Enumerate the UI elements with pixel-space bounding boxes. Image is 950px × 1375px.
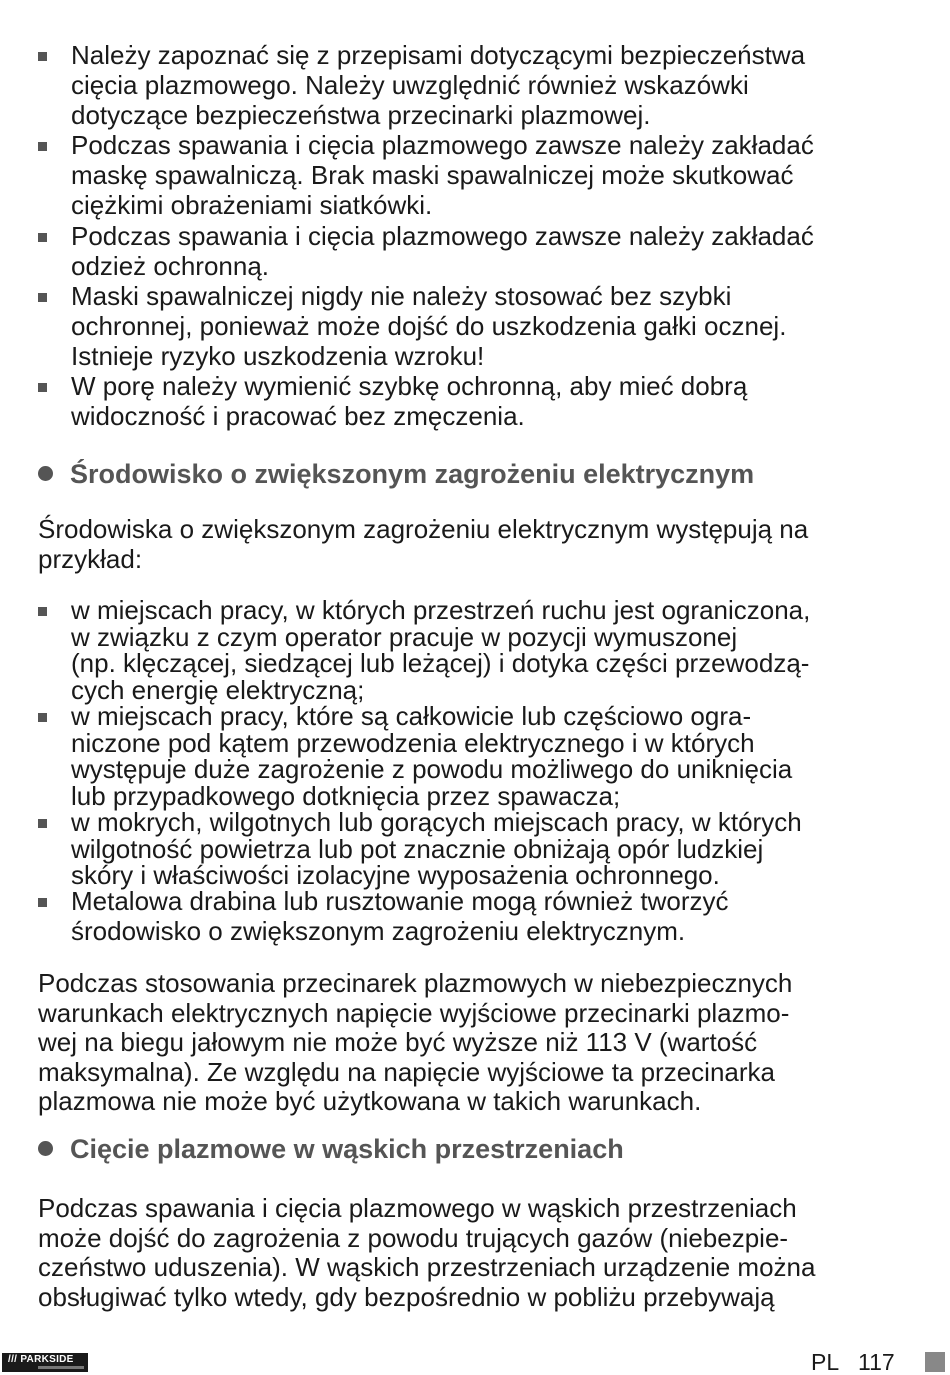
square-bullet-icon xyxy=(38,819,47,828)
list-item-text: Metalowa drabina lub rusztowanie mogą również tworzyć środowisko o zwiększonym zagrożeniu elektrycznym. xyxy=(71,886,729,946)
list-item xyxy=(38,809,908,889)
list-item xyxy=(38,371,908,431)
page-marker-block xyxy=(925,1352,945,1372)
list-item-text: Należy zapoznać się z przepisami dotyczącymi bezpieczeństwa cięcia plazmowego. Należy uwzględnić również wskazówki dotyczące bezpieczeństwa przecinarki plazmowej. xyxy=(71,40,806,130)
list-item xyxy=(38,703,908,809)
square-bullet-icon xyxy=(38,713,47,722)
list-item xyxy=(38,597,908,703)
square-bullet-icon xyxy=(38,293,47,302)
round-bullet-icon xyxy=(38,1141,53,1156)
list-item-text: Podczas spawania i cięcia plazmowego zawsze należy zakładać maskę spawalniczą. Brak maski spawalniczej może skutkować ciężkimi obrażeniami siatkówki. xyxy=(71,130,814,220)
section-intro: Środowiska o zwiększonym zagrożeniu elektrycznym występują na przykład: xyxy=(38,514,809,574)
list-item-text: Podczas spawania i cięcia plazmowego zawsze należy zakładać odzież ochronną. xyxy=(71,221,814,281)
section-heading-text: Środowisko o zwiększonym zagrożeniu elektrycznym xyxy=(70,459,755,489)
list-item xyxy=(38,281,908,371)
square-bullet-icon xyxy=(38,233,47,242)
list-item-text: w mokrych, wilgotnych lub gorących miejscach pracy, w których wilgotność powietrza lub pot znacznie obniżają opór ludzkiej skóry i właściwości izolacyjne wyposażenia ochronnego. xyxy=(71,807,802,890)
square-bullet-icon xyxy=(38,898,47,907)
section-heading-text: Cięcie plazmowe w wąskich przestrzeniach xyxy=(70,1134,624,1164)
page-number: 117 xyxy=(858,1349,895,1375)
logo-text: /// PARKSIDE xyxy=(8,1354,74,1365)
section-paragraph: Podczas spawania i cięcia plazmowego w wąskich przestrzeniach może dojść do zagrożenia z powodu trujących gazów (niebezpie- czeństwo uduszenia). W wąskich przestrzeniach urządzenie można obsługiwać tylko wtedy, gdy bezpośrednio w pobliżu przebywają xyxy=(38,1193,816,1312)
parkside-logo xyxy=(2,1353,88,1372)
list-item xyxy=(38,130,908,220)
section-heading xyxy=(38,1132,908,1166)
round-bullet-icon xyxy=(38,466,53,481)
list-item xyxy=(38,221,908,281)
list-item-text: Maski spawalniczej nigdy nie należy stosować bez szybki ochronnej, ponieważ może dojść do uszkodzenia gałki ocznej. Istnieje ryzyko uszkodzenia wzroku! xyxy=(71,281,787,371)
list-item xyxy=(38,886,908,946)
language-code: PL xyxy=(811,1349,840,1375)
list-item xyxy=(38,40,908,130)
section-paragraph: Podczas stosowania przecinarek plazmowych w niebezpiecznych warunkach elektrycznych napięcie wyjściowe przecinarki plazmo- wej na biegu jałowym nie może być wyższe niż 113 V (wartość maksymalna). Ze względu na napięcie wyjściowe ta przecinarka plazmowa nie może być użytkowana w takich warunkach. xyxy=(38,968,793,1116)
square-bullet-icon xyxy=(38,52,47,61)
list-item-text: w miejscach pracy, w których przestrzeń ruchu jest ograniczona, w związku z czym operator pracuje w pozycji wymuszonej (np. klęczącej, siedzącej lub leżącej) i dotyka części przewodzą- cych energię elektryczną; xyxy=(71,595,811,705)
square-bullet-icon xyxy=(38,383,47,392)
square-bullet-icon xyxy=(38,607,47,616)
square-bullet-icon xyxy=(38,142,47,151)
section-heading xyxy=(38,457,908,491)
list-item-text: w miejscach pracy, które są całkowicie lub częściowo ogra- niczone pod kątem przewodzenia elektrycznego i w których występuje duże zagrożenie z powodu możliwego do uniknięcia lub przypadkowego dotknięcia przez spawacza; xyxy=(71,701,793,811)
logo-strip xyxy=(38,1366,84,1369)
list-item-text: W porę należy wymienić szybkę ochronną, aby mieć dobrą widoczność i pracować bez zmęczenia. xyxy=(71,371,748,431)
